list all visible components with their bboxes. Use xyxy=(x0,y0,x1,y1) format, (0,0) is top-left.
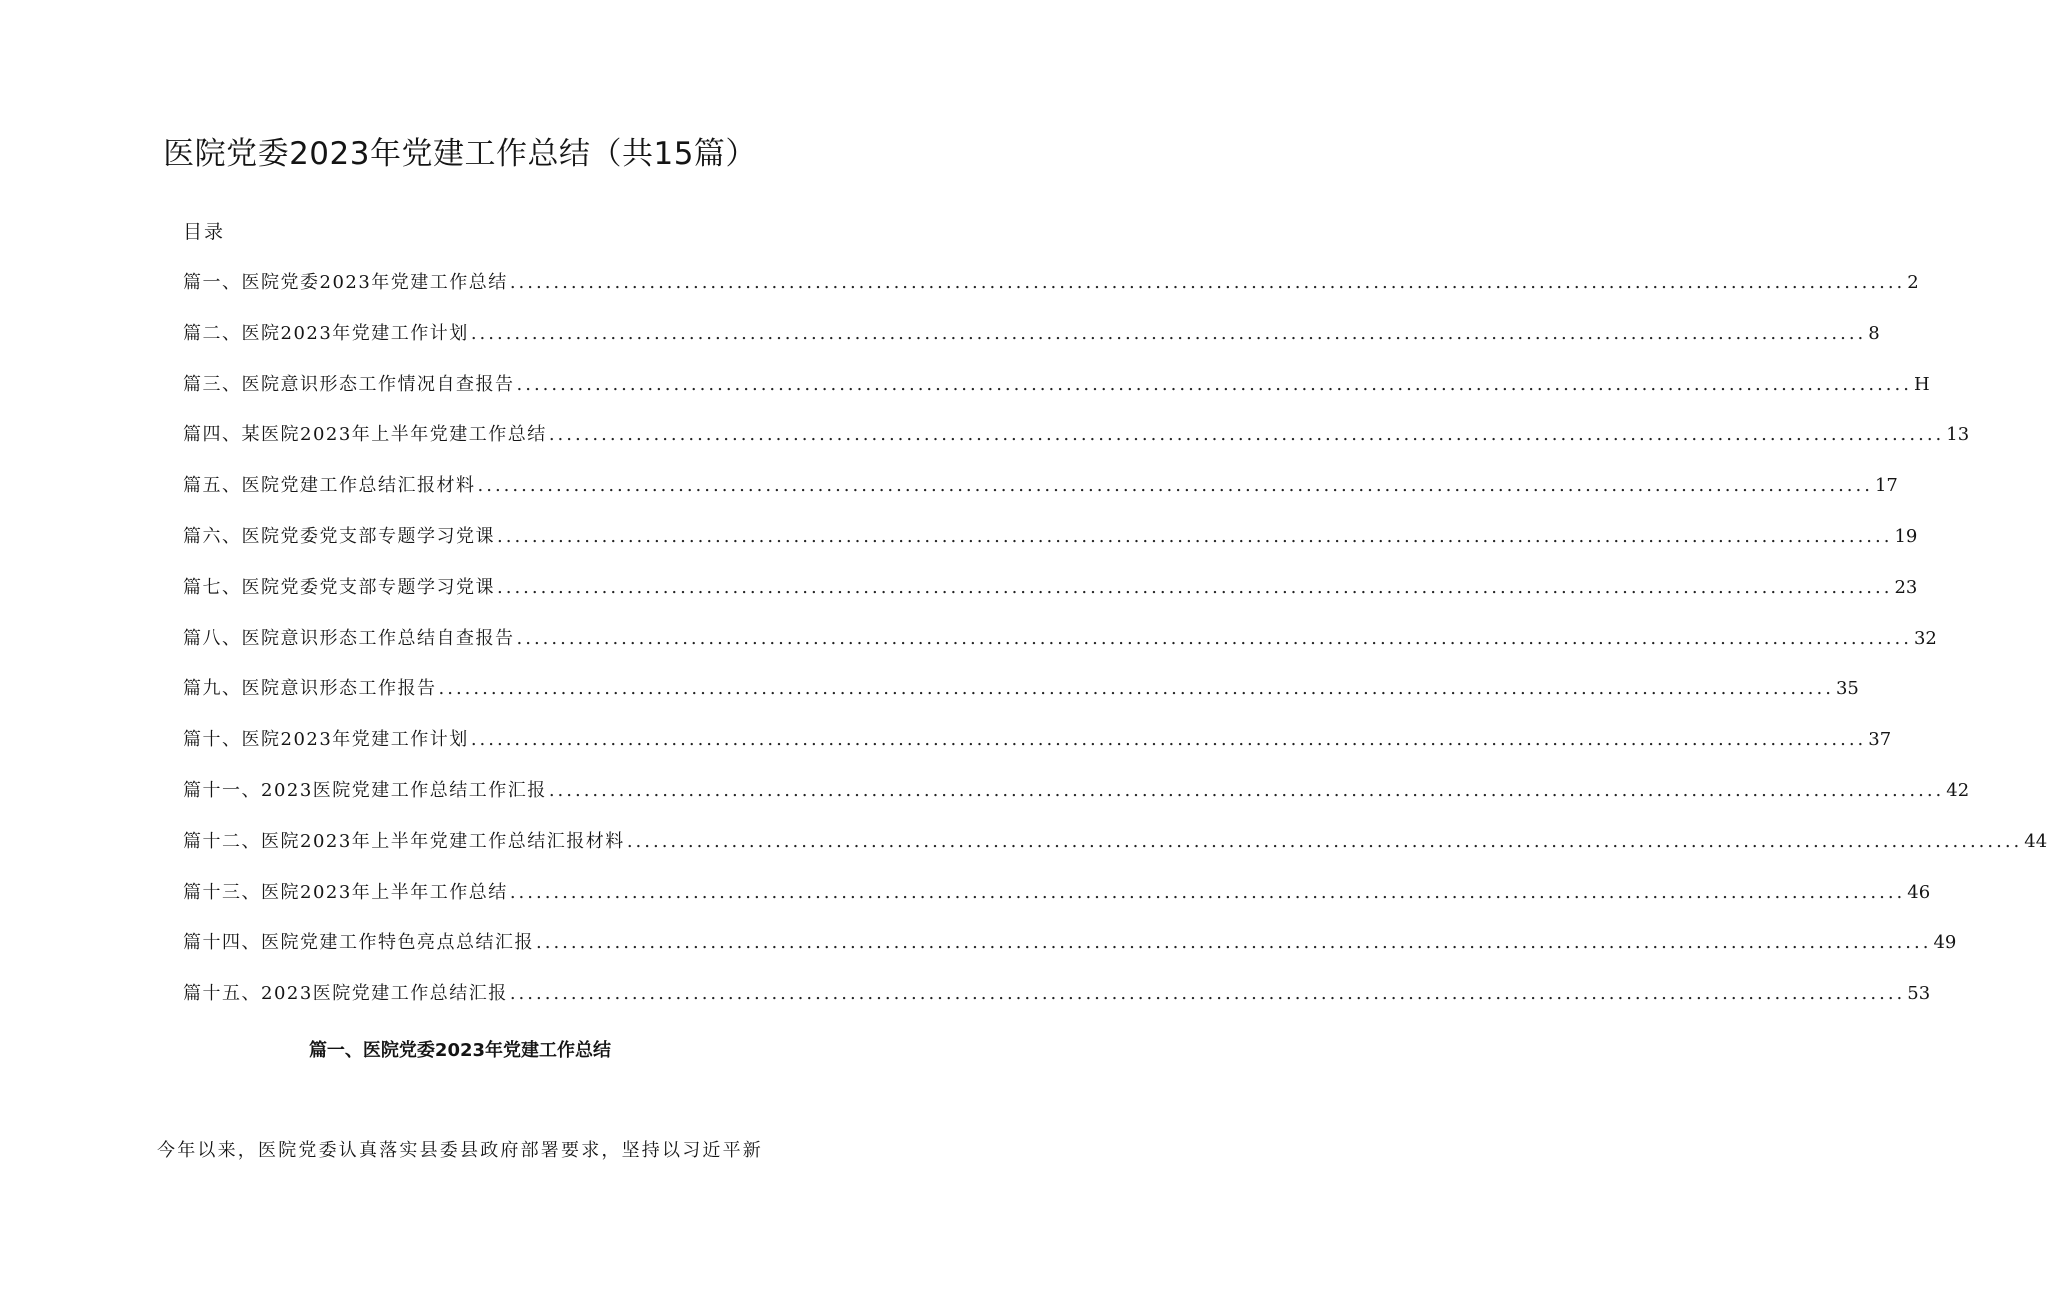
toc-dot-leader: ................................................................................................................................................................ xyxy=(536,932,1932,954)
toc-entry-page-number: 42 xyxy=(1946,779,1970,801)
toc-entry-page-number: 49 xyxy=(1933,932,1957,954)
toc-entry-page-number: 44 xyxy=(2024,830,2047,852)
toc-entry[interactable] xyxy=(183,522,1918,573)
toc-entry[interactable] xyxy=(183,827,2047,878)
toc-entry-page-number: 2 xyxy=(1907,272,1919,293)
table-of-contents xyxy=(183,268,2047,1030)
toc-dot-leader: ................................................................................................................................................................ xyxy=(509,272,1906,293)
toc-entry[interactable] xyxy=(183,420,1970,471)
toc-entry-page-number: 35 xyxy=(1835,678,1859,700)
toc-dot-leader: ................................................................................................................................................................ xyxy=(509,983,1906,1005)
toc-entry[interactable] xyxy=(183,624,1937,675)
toc-entry-page-number: 53 xyxy=(1907,983,1931,1005)
toc-entry-page-number: 37 xyxy=(1868,729,1892,751)
toc-entry-label: 篇七、医院党委党支部专题学习党课 xyxy=(183,576,495,598)
toc-dot-leader: ................................................................................................................................................................ xyxy=(626,830,2023,852)
toc-heading: 目录 xyxy=(183,221,226,243)
toc-dot-leader: ................................................................................................................................................................ xyxy=(516,373,1912,395)
toc-entry-page-number: H xyxy=(1913,373,1930,395)
toc-entry-label: 篇八、医院意识形态工作总结自查报告 xyxy=(183,627,515,649)
toc-dot-leader: ................................................................................................................................................................ xyxy=(497,576,1893,598)
toc-dot-leader: ................................................................................................................................................................ xyxy=(548,779,1945,801)
toc-entry-label: 篇五、医院党建工作总结汇报材料 xyxy=(183,475,476,497)
toc-entry[interactable] xyxy=(183,725,1892,776)
toc-dot-leader: ................................................................................................................................................................ xyxy=(497,525,1893,547)
toc-entry[interactable] xyxy=(183,878,1931,929)
toc-entry[interactable] xyxy=(183,979,1931,1030)
toc-entry-label: 篇十四、医院党建工作特色亮点总结汇报 xyxy=(183,932,534,954)
toc-entry[interactable] xyxy=(183,319,1880,370)
toc-entry-label: 篇十、医院2023年党建工作计划 xyxy=(183,729,469,751)
toc-entry-label: 篇四、某医院2023年上半年党建工作总结 xyxy=(183,424,547,446)
toc-entry-label: 篇九、医院意识形态工作报告 xyxy=(183,678,437,700)
toc-entry-label: 篇十五、2023医院党建工作总结汇报 xyxy=(183,983,508,1005)
toc-entry[interactable] xyxy=(183,776,1970,827)
toc-entry-page-number: 8 xyxy=(1868,322,1880,344)
toc-entry-label: 篇三、医院意识形态工作情况自查报告 xyxy=(183,373,515,395)
toc-entry[interactable] xyxy=(183,928,1957,979)
toc-entry-label: 篇十三、医院2023年上半年工作总结 xyxy=(183,881,508,903)
toc-entry-page-number: 13 xyxy=(1946,424,1970,446)
toc-entry-label: 篇十二、医院2023年上半年党建工作总结汇报材料 xyxy=(183,830,625,852)
toc-dot-leader: ................................................................................................................................................................ xyxy=(438,678,1834,700)
toc-dot-leader: ................................................................................................................................................................ xyxy=(548,424,1945,446)
toc-dot-leader: ................................................................................................................................................................ xyxy=(509,881,1906,903)
toc-entry-label: 篇六、医院党委党支部专题学习党课 xyxy=(183,525,495,547)
toc-entry-page-number: 23 xyxy=(1894,576,1918,598)
body-paragraph: 今年以来，医院党委认真落实县委县政府部署要求，坚持以习近平新 xyxy=(157,1140,763,1161)
toc-entry[interactable] xyxy=(183,268,1919,319)
toc-entry-label: 篇二、医院2023年党建工作计划 xyxy=(183,322,469,344)
toc-dot-leader: ................................................................................................................................................................ xyxy=(470,322,1867,344)
toc-entry-page-number: 19 xyxy=(1894,525,1918,547)
toc-entry[interactable] xyxy=(183,573,1918,624)
toc-entry[interactable] xyxy=(183,370,1930,421)
toc-dot-leader: ................................................................................................................................................................ xyxy=(516,627,1912,649)
toc-entry-label: 篇十一、2023医院党建工作总结工作汇报 xyxy=(183,779,547,801)
toc-entry[interactable] xyxy=(183,471,1898,522)
toc-entry[interactable] xyxy=(183,674,1859,725)
toc-entry-page-number: 17 xyxy=(1874,475,1898,497)
toc-entry-page-number: 32 xyxy=(1913,627,1937,649)
toc-dot-leader: ................................................................................................................................................................ xyxy=(477,475,1873,497)
page-title: 医院党委2023年党建工作总结（共15篇） xyxy=(163,136,757,172)
section-heading: 篇一、医院党委2023年党建工作总结 xyxy=(308,1040,612,1061)
toc-dot-leader: ................................................................................................................................................................ xyxy=(470,729,1867,751)
toc-entry-page-number: 46 xyxy=(1907,881,1931,903)
toc-entry-label: 篇一、医院党委2023年党建工作总结 xyxy=(183,272,508,293)
